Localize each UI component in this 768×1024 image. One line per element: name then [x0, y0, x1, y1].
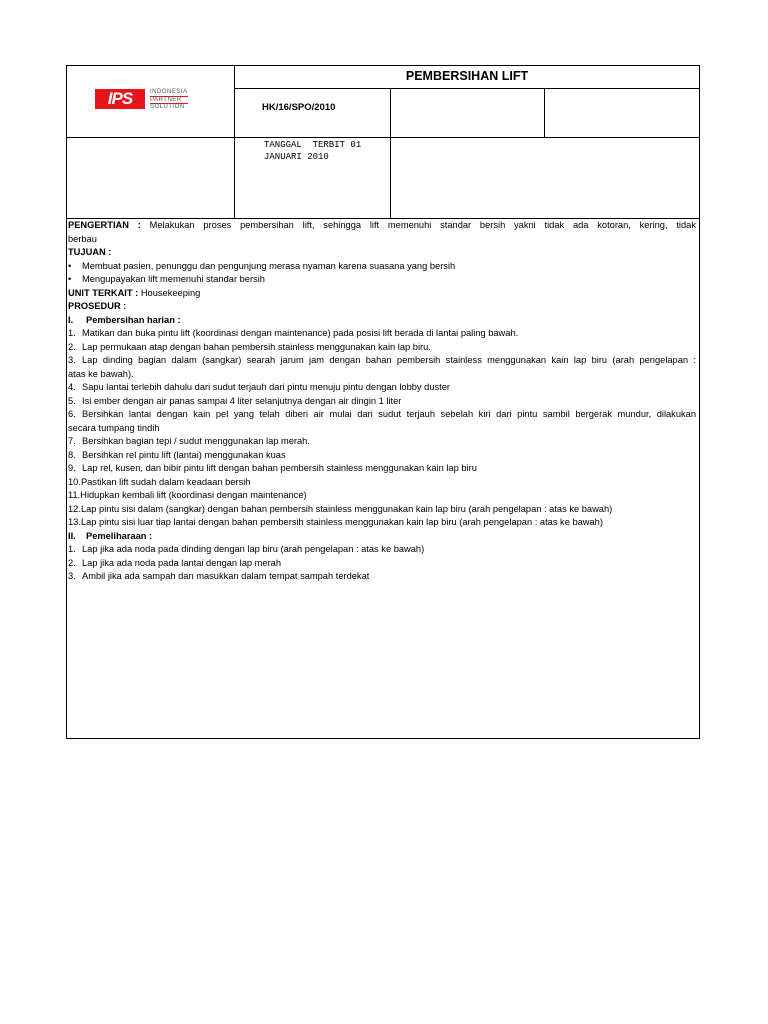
- section1-heading: [68, 314, 696, 328]
- pengertian-text: Melakukan proses pembersihan lift, sehingga lift memenuhi standar bersih yakni tidak ada kotoran, kering, tidak: [149, 220, 696, 230]
- step-number: 2.: [68, 341, 76, 352]
- step-text: Lap jika ada noda pada lantai dengan lap merah: [82, 557, 282, 568]
- procedure-step: [68, 462, 696, 476]
- right-cell-row2: [390, 137, 700, 219]
- procedure-step: [68, 557, 696, 571]
- step-text: Bersihkan lantai dengan kain pel yang telah diberi air mulai dari sudut terjauh sebelah kiri dari pintu sambil bergerak mundur, dilakukan: [82, 409, 696, 419]
- section-title: Pemeliharaan :: [86, 530, 153, 541]
- pengertian-line: [68, 219, 696, 233]
- step-text: Bersihkan rel pintu lift (lantai) menggunakan kuas: [82, 449, 286, 460]
- logo-mark: IPS: [95, 89, 145, 109]
- step-text: Sapu lantai terlebih dahulu dari sudut terjauh dari pintu menuju pintu dengan lobby duster: [82, 382, 450, 392]
- step-number: 13.: [68, 517, 81, 527]
- section2-heading: [68, 530, 696, 544]
- step-number: 7.: [68, 436, 76, 446]
- logo-words: [150, 89, 188, 111]
- issue-date-line2: JANUARI 2010: [264, 152, 329, 162]
- section-number: I.: [68, 314, 74, 325]
- procedure-step: [68, 435, 696, 449]
- procedure-step: [68, 489, 696, 503]
- procedure-step: [68, 354, 696, 368]
- procedure-step: [68, 503, 696, 517]
- step-text: Hidupkan kembali lift (koordinasi dengan maintenance): [80, 490, 307, 500]
- issue-date-line1: TANGGAL TERBIT 01: [264, 140, 362, 150]
- step-text: Lap jika ada noda pada dinding dengan lap biru (arah pengelapan : atas ke bawah): [82, 544, 425, 554]
- step-number: 12.: [68, 503, 81, 514]
- section-title: Pembersihan harian :: [86, 314, 181, 325]
- step-text: Pastikan lift sudah dalam keadaan bersih: [80, 476, 251, 487]
- procedure-step: [68, 341, 696, 355]
- step-text-cont: secara tumpang tindih: [68, 422, 160, 433]
- empty-cell-1: [390, 88, 545, 138]
- page-title: PEMBERSIHAN LIFT: [405, 69, 529, 83]
- step-text: Ambil jika ada sampah dan masukkan dalam tempat sampah terdekat: [82, 571, 370, 581]
- document-code: HK/16/SPO/2010: [262, 102, 336, 113]
- steps1-list: [68, 327, 696, 530]
- step-number: 3.: [68, 355, 76, 365]
- step-number: 8.: [68, 449, 76, 460]
- procedure-step: [68, 570, 696, 584]
- tujuan-item: • Membuat pasien, penunggu dan pengunjung merasa nyaman karena suasana yang bersih: [68, 260, 456, 271]
- step-text: Lap permukaan atap dengan bahan pembersih stainless menggunakan kain lap biru.: [82, 341, 431, 352]
- procedure-step: [68, 395, 696, 409]
- step-text-cont: atas ke bawah).: [68, 368, 134, 379]
- unit-value: Housekeeping: [140, 287, 201, 298]
- step-text: Matikan dan buka pintu lift (koordinasi dengan maintenance) pada posisi lift berada di lantai paling bawah.: [82, 328, 519, 338]
- procedure-step: [68, 408, 696, 422]
- tujuan-text: Mengupayakan lift memenuhi standar bersih: [82, 274, 265, 284]
- step-text: Isi ember dengan air panas sampai 4 liter selanjutnya dengan air dingin 1 liter: [82, 395, 402, 406]
- code-cell: [234, 88, 391, 138]
- section-number: II.: [68, 530, 76, 541]
- step-text: Lap rel, kusen, dan bibir pintu lift dengan bahan pembersih stainless menggunakan kain lap biru: [82, 463, 477, 473]
- steps2-list: [68, 543, 696, 584]
- procedure-step: [68, 381, 696, 395]
- prosedur-label: PROSEDUR :: [68, 301, 127, 311]
- procedure-step: [68, 516, 696, 530]
- procedure-step: [68, 449, 696, 463]
- step-text: Bersihkan bagian tepi / sudut menggunakan lap merah.: [82, 436, 310, 446]
- document-body: [68, 219, 696, 584]
- tujuan-text: Membuat pasien, penunggu dan pengunjung merasa nyaman karena suasana yang bersih: [82, 260, 456, 271]
- step-text: Lap dinding bagian dalam (sangkar) searah jarum jam dengan bahan pembersih stainless menggunakan kain lap biru (arah pengelapan :: [82, 355, 696, 365]
- step-number: 1.: [68, 328, 76, 338]
- step-text: Lap pintu sisi dalam (sangkar) dengan bahan pembersih stainless menggunakan kain lap biru (arah pengelapan : atas ke bawah): [80, 503, 613, 514]
- step-number: 5.: [68, 395, 76, 406]
- step-number: 9.: [68, 463, 76, 473]
- logo-line2: PARTNER: [150, 97, 188, 105]
- procedure-step: [68, 476, 696, 490]
- procedure-step: [68, 327, 696, 341]
- step-number: 10.: [68, 476, 81, 487]
- tujuan-item: • Mengupayakan lift memenuhi standar bersih: [68, 274, 265, 284]
- step-number: 6.: [68, 409, 76, 419]
- company-logo: [95, 89, 205, 111]
- step-text: Lap pintu sisi luar tiap lantai dengan bahan pembersih stainless menggunakan kain lap biru (arah pengelapan : atas ke bawah): [80, 517, 603, 527]
- step-number: 11.: [68, 490, 81, 500]
- step-number: 1.: [68, 544, 76, 554]
- procedure-step: [68, 543, 696, 557]
- logo-line1: INDONESIA: [150, 89, 188, 95]
- pengertian-text-cont: berbau: [68, 233, 97, 244]
- logo-line3: SOLUTION: [150, 104, 185, 110]
- step-number: 2.: [68, 557, 76, 568]
- step-number: 4.: [68, 382, 76, 392]
- step-number: 3.: [68, 571, 76, 581]
- pengertian-label: PENGERTIAN :: [68, 220, 141, 230]
- left-cell-row2: [66, 137, 235, 219]
- tujuan-label: TUJUAN :: [68, 247, 112, 257]
- empty-cell-2: [544, 88, 700, 138]
- unit-label: UNIT TERKAIT :: [68, 287, 139, 298]
